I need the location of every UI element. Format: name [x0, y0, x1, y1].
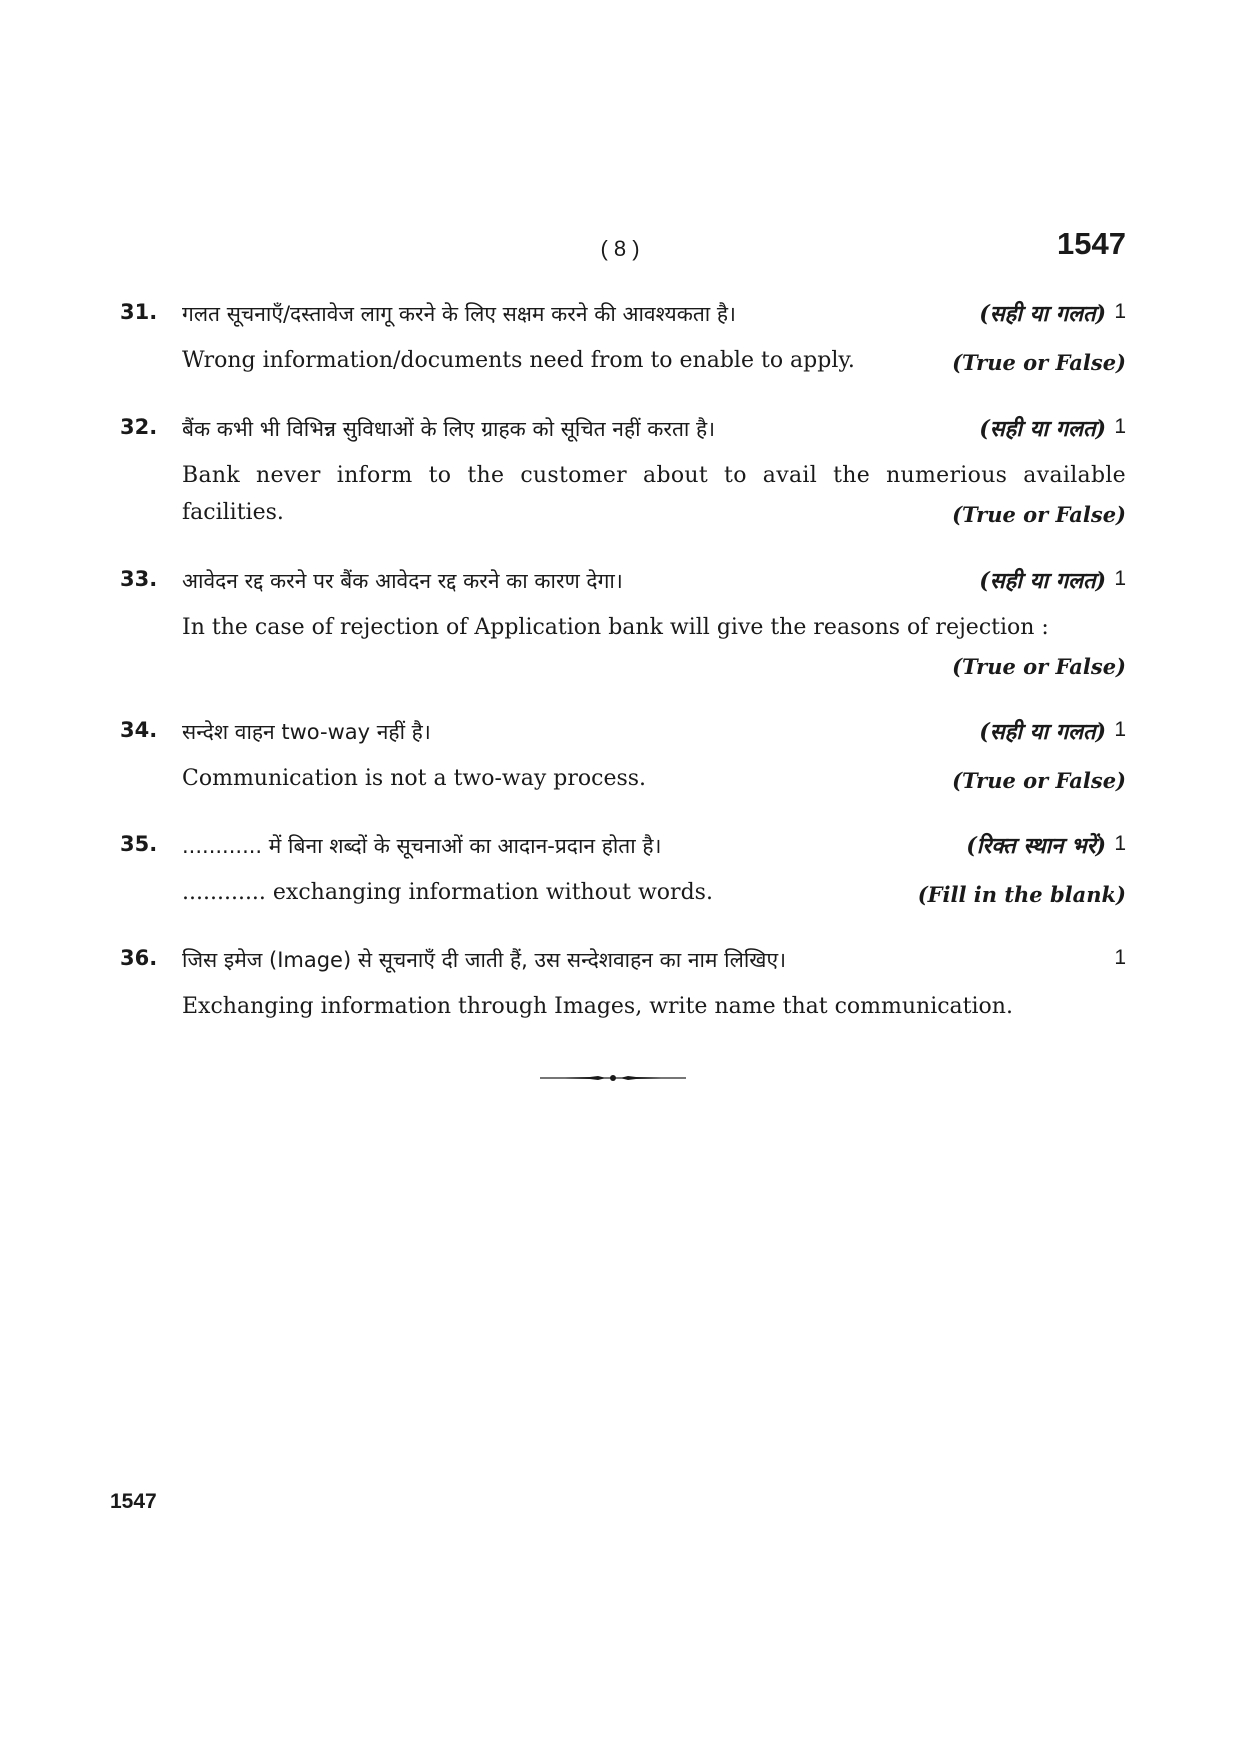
question-type-english: (True or False) — [952, 654, 1126, 679]
question-number: 33. — [120, 567, 158, 591]
question-text-hindi: सन्देश वाहन two-way नहीं है। — [182, 720, 431, 744]
paper-code-header: 1547 — [1057, 226, 1126, 261]
question-type-hindi: (सही या गलत) — [979, 568, 1106, 594]
question-marks: 1 — [1114, 832, 1126, 855]
question-text-hindi: बैंक कभी भी विभिन्न सुविधाओं के लिए ग्राहक को सूचित नहीं करता है। — [182, 417, 716, 441]
paper-code-footer: 1547 — [110, 1490, 157, 1513]
question-type-english: (Fill in the blank) — [917, 882, 1126, 907]
question-text-english: Exchanging information through Images, write name that communication. — [182, 994, 1013, 1019]
question-type-hindi: (सही या गलत) — [979, 416, 1106, 442]
question-marks: 1 — [1114, 567, 1126, 590]
question-number: 34. — [120, 718, 158, 742]
question-text-english: Wrong information/documents need from to enable to apply. — [182, 348, 855, 373]
question-text-hindi: आवेदन रद्द करने पर बैंक आवेदन रद्द करने का कारण देगा। — [182, 569, 623, 593]
question-number: 36. — [120, 946, 158, 970]
question-type-english: (True or False) — [952, 350, 1126, 375]
question-type-hindi: (सही या गलत) — [979, 301, 1106, 327]
question-marks: 1 — [1114, 718, 1126, 741]
question-type-english: (True or False) — [952, 768, 1126, 793]
question-number: 32. — [120, 415, 158, 439]
question-text-english: In the case of rejection of Application bank will give the reasons of rejection : — [182, 615, 1049, 640]
question-text-english: ............ exchanging information without words. — [182, 880, 713, 905]
question-marks: 1 — [1114, 415, 1126, 438]
question-text-english-line2: facilities. — [182, 500, 284, 525]
page-number: ( 8 ) — [600, 236, 640, 261]
question-text-hindi: जिस इमेज (Image) से सूचनाएँ दी जाती हैं, उस सन्देशवाहन का नाम लिखिए। — [182, 948, 787, 972]
question-type-hindi: (रिक्त स्थान भरें) — [966, 833, 1106, 859]
question-text-hindi: ............ में बिना शब्दों के सूचनाओं का आदान-प्रदान होता है। — [182, 834, 662, 858]
question-marks: 1 — [1114, 946, 1126, 969]
question-type-english: (True or False) — [952, 502, 1126, 527]
question-text-english: Communication is not a two-way process. — [182, 766, 647, 791]
question-text-hindi: गलत सूचनाएँ/दस्तावेज लागू करने के लिए सक्षम करने की आवश्यकता है। — [182, 302, 737, 326]
section-divider-ornament — [540, 1072, 686, 1084]
question-number: 31. — [120, 300, 158, 324]
question-marks: 1 — [1114, 300, 1126, 323]
question-number: 35. — [120, 832, 158, 856]
question-type-hindi: (सही या गलत) — [979, 719, 1106, 745]
question-text-english-line1: Bank never inform to the customer about to avail the numerious available — [182, 463, 1126, 488]
